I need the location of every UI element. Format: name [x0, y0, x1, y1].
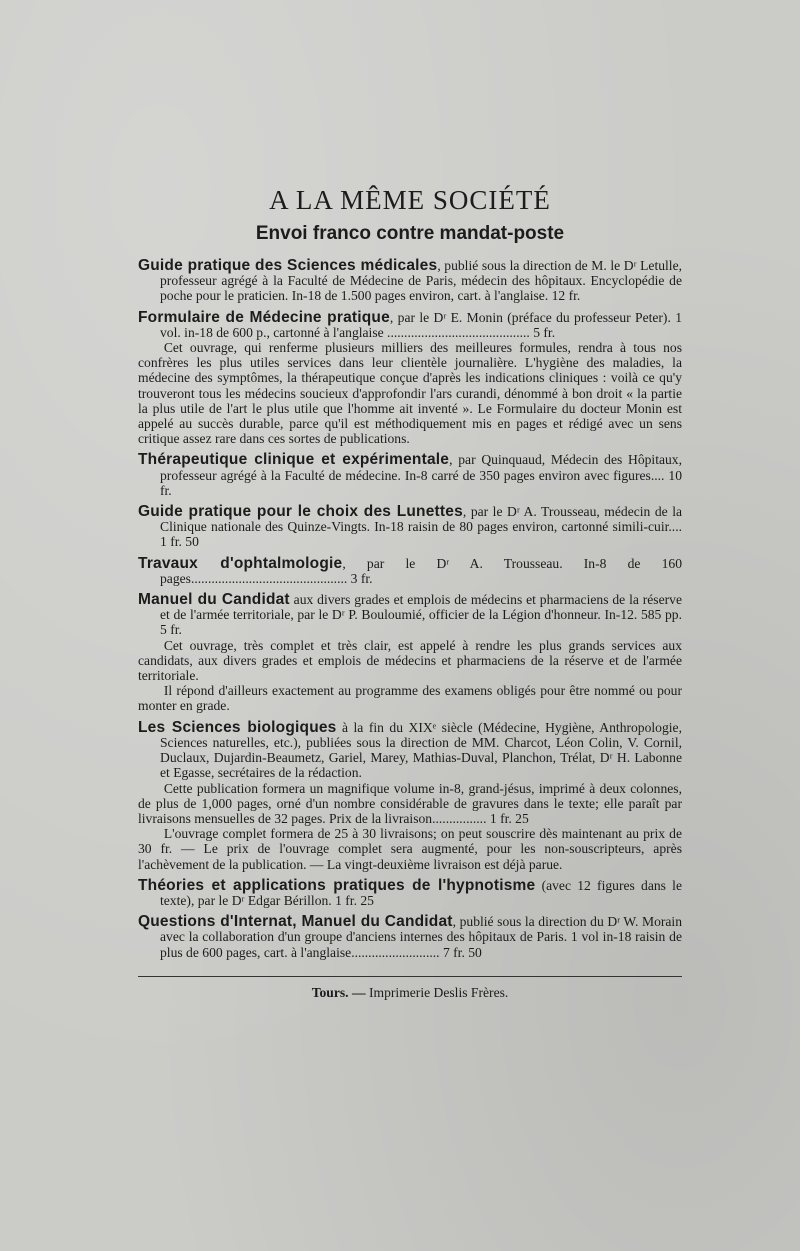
- page-title: A LA MÊME SOCIÉTÉ: [269, 185, 551, 215]
- catalog-entry: [138, 592, 682, 714]
- entry-text: , publié sous la direction de M. le Dʳ Letulle, professeur agrégé à la Faculté de Médecine de Paris, médecin des hôpitaux. Encyclopédie de poche pour le praticien. In-18 de 1.500 pages environ, cart. à l'anglaise. 12 fr.: [160, 258, 683, 304]
- entry-heading: Guide pratique des Sciences médicales: [138, 257, 438, 274]
- footer: [138, 985, 682, 1001]
- entry-heading: Guide pratique pour le choix des Lunettes: [138, 503, 463, 521]
- page-subtitle: Envoi franco contre mandat-poste: [255, 223, 565, 244]
- entry-text: , publié sous la direction du Dʳ W. Morain avec la collaboration d'un groupe d'anciens internes des hôpitaux de Paris. 1 vol in-18 raisin de plus de 600 pages, cart. à l'anglaise.......................... 7 fr. 50: [160, 914, 682, 960]
- entry-paragraph: Cette publication formera un magnifique volume in-8, grand-jésus, imprimé à deux colonnes, de plus de 1,000 pages, orné d'un nombre considérable de gravures dans le texte; elle paraît par livraisons mensuelles de 32 pages. Prix de la livraison................ 1 fr. 25: [138, 780, 682, 826]
- entry-heading: Manuel du Candidat: [138, 591, 290, 609]
- entry-text: , par le Dʳ A. Trousseau. In-8 de 160 pages.............................................. 3 fr.: [160, 555, 682, 586]
- entry-text: (avec 12 figures dans le texte), par le Dʳ Edgar Bérillon. 1 fr. 25: [160, 877, 682, 908]
- entry-text: , par Quinquaud, Médecin des Hôpitaux, professeur agrégé à la Faculté de médecine. In-8 carré de 350 pages environ avec figures.... 10 fr.: [160, 452, 682, 498]
- entry-heading: Questions d'Internat, Manuel du Candidat: [138, 913, 453, 931]
- entry-text: , par le Dʳ E. Monin (préface du professeur Peter). 1 vol. in-18 de 600 p., cartonné à l'anglaise .......................................... 5 fr.: [160, 309, 682, 340]
- catalog-entry: [138, 504, 682, 550]
- catalog-entry: [138, 258, 682, 304]
- catalog-entry: [138, 452, 682, 498]
- entry-paragraph: Cet ouvrage, qui renferme plusieurs milliers des meilleures formules, rendra à tous nos confrères les plus utiles services dans leur clientèle journalière. L'hygiène des maladies, la médecine des symptômes, la thérapeutique conçue d'après les indications cliniques : voilà ce qu'y trouveront tous les médecins soucieux d'approfondir l'ars curandi, dénommé à bon droit « la partie la plus utile de l'art le plus utile que l'homme ait inventé ». Le Formulaire du docteur Monin est appelé au succès durable, parce qu'il est méthodiquement mis en pages et rédigé avec un sens critique assez rare dans ces sortes de publications.: [138, 340, 682, 447]
- entry-heading: Théories et applications pratiques de l'hypnotisme: [138, 876, 536, 894]
- entry-heading: Les Sciences biologiques: [138, 718, 337, 736]
- catalog-entry: [138, 878, 682, 908]
- footer-printer: Imprimerie Deslis Frères.: [369, 984, 509, 1000]
- entry-heading: Formulaire de Médecine pratique: [138, 308, 390, 326]
- catalog-entry: [138, 556, 682, 586]
- entry-heading: Travaux d'ophtalmologie: [138, 554, 343, 572]
- entry-heading: Thérapeutique clinique et expérimentale: [138, 451, 450, 469]
- entry-paragraph: Cet ouvrage, très complet et très clair, est appelé à rendre les plus grands services aux candidats, aux divers grades et emplois de médecins et pharmaciens de la réserve et de l'armée territoriale.: [138, 637, 682, 684]
- footer-city: Tours.: [311, 984, 349, 1000]
- entry-paragraph: Il répond d'ailleurs exactement au programme des examens obligés pour être nommé ou pour monter en grade.: [138, 683, 682, 714]
- divider: [138, 976, 682, 977]
- catalog-entry: [138, 914, 682, 960]
- footer-dash: —: [352, 984, 366, 1000]
- entry-text: aux divers grades et emplois de médecins et pharmaciens de la réserve et de l'armée territoriale, par le Dʳ P. Bouloumié, officier de la Légion d'honneur. In-12. 585 pp. 5 fr.: [160, 592, 682, 638]
- catalog-entry: [138, 720, 682, 872]
- entry-paragraph: L'ouvrage complet formera de 25 à 30 livraisons; on peut souscrire dès maintenant au prix de 30 fr. — Le prix de l'ouvrage complet sera augmenté, pour les non-souscripteurs, après l'achèvement de la publication. — La vingt-deuxième livraison est déjà parue.: [138, 826, 682, 872]
- catalog-entry: [138, 310, 682, 447]
- entry-text: , par le Dʳ A. Trousseau, médecin de la Clinique nationale des Quinze-Vingts. In-18 raisin de 80 pages environ, cartonné simili-cuir.... 1 fr. 50: [160, 504, 682, 550]
- entry-text: à la fin du XIXᵉ siècle (Médecine, Hygiène, Anthropologie, Sciences naturelles, etc.), publiées sous la direction de MM. Charcot, Léon Colin, V. Cornil, Duclaux, Dujardin-Beaumetz, Gariel, Marey, Mathias-Duval, Planchon, Trélat, Dʳ H. Labonne et Egasse, secrétaires de la rédaction.: [160, 719, 682, 781]
